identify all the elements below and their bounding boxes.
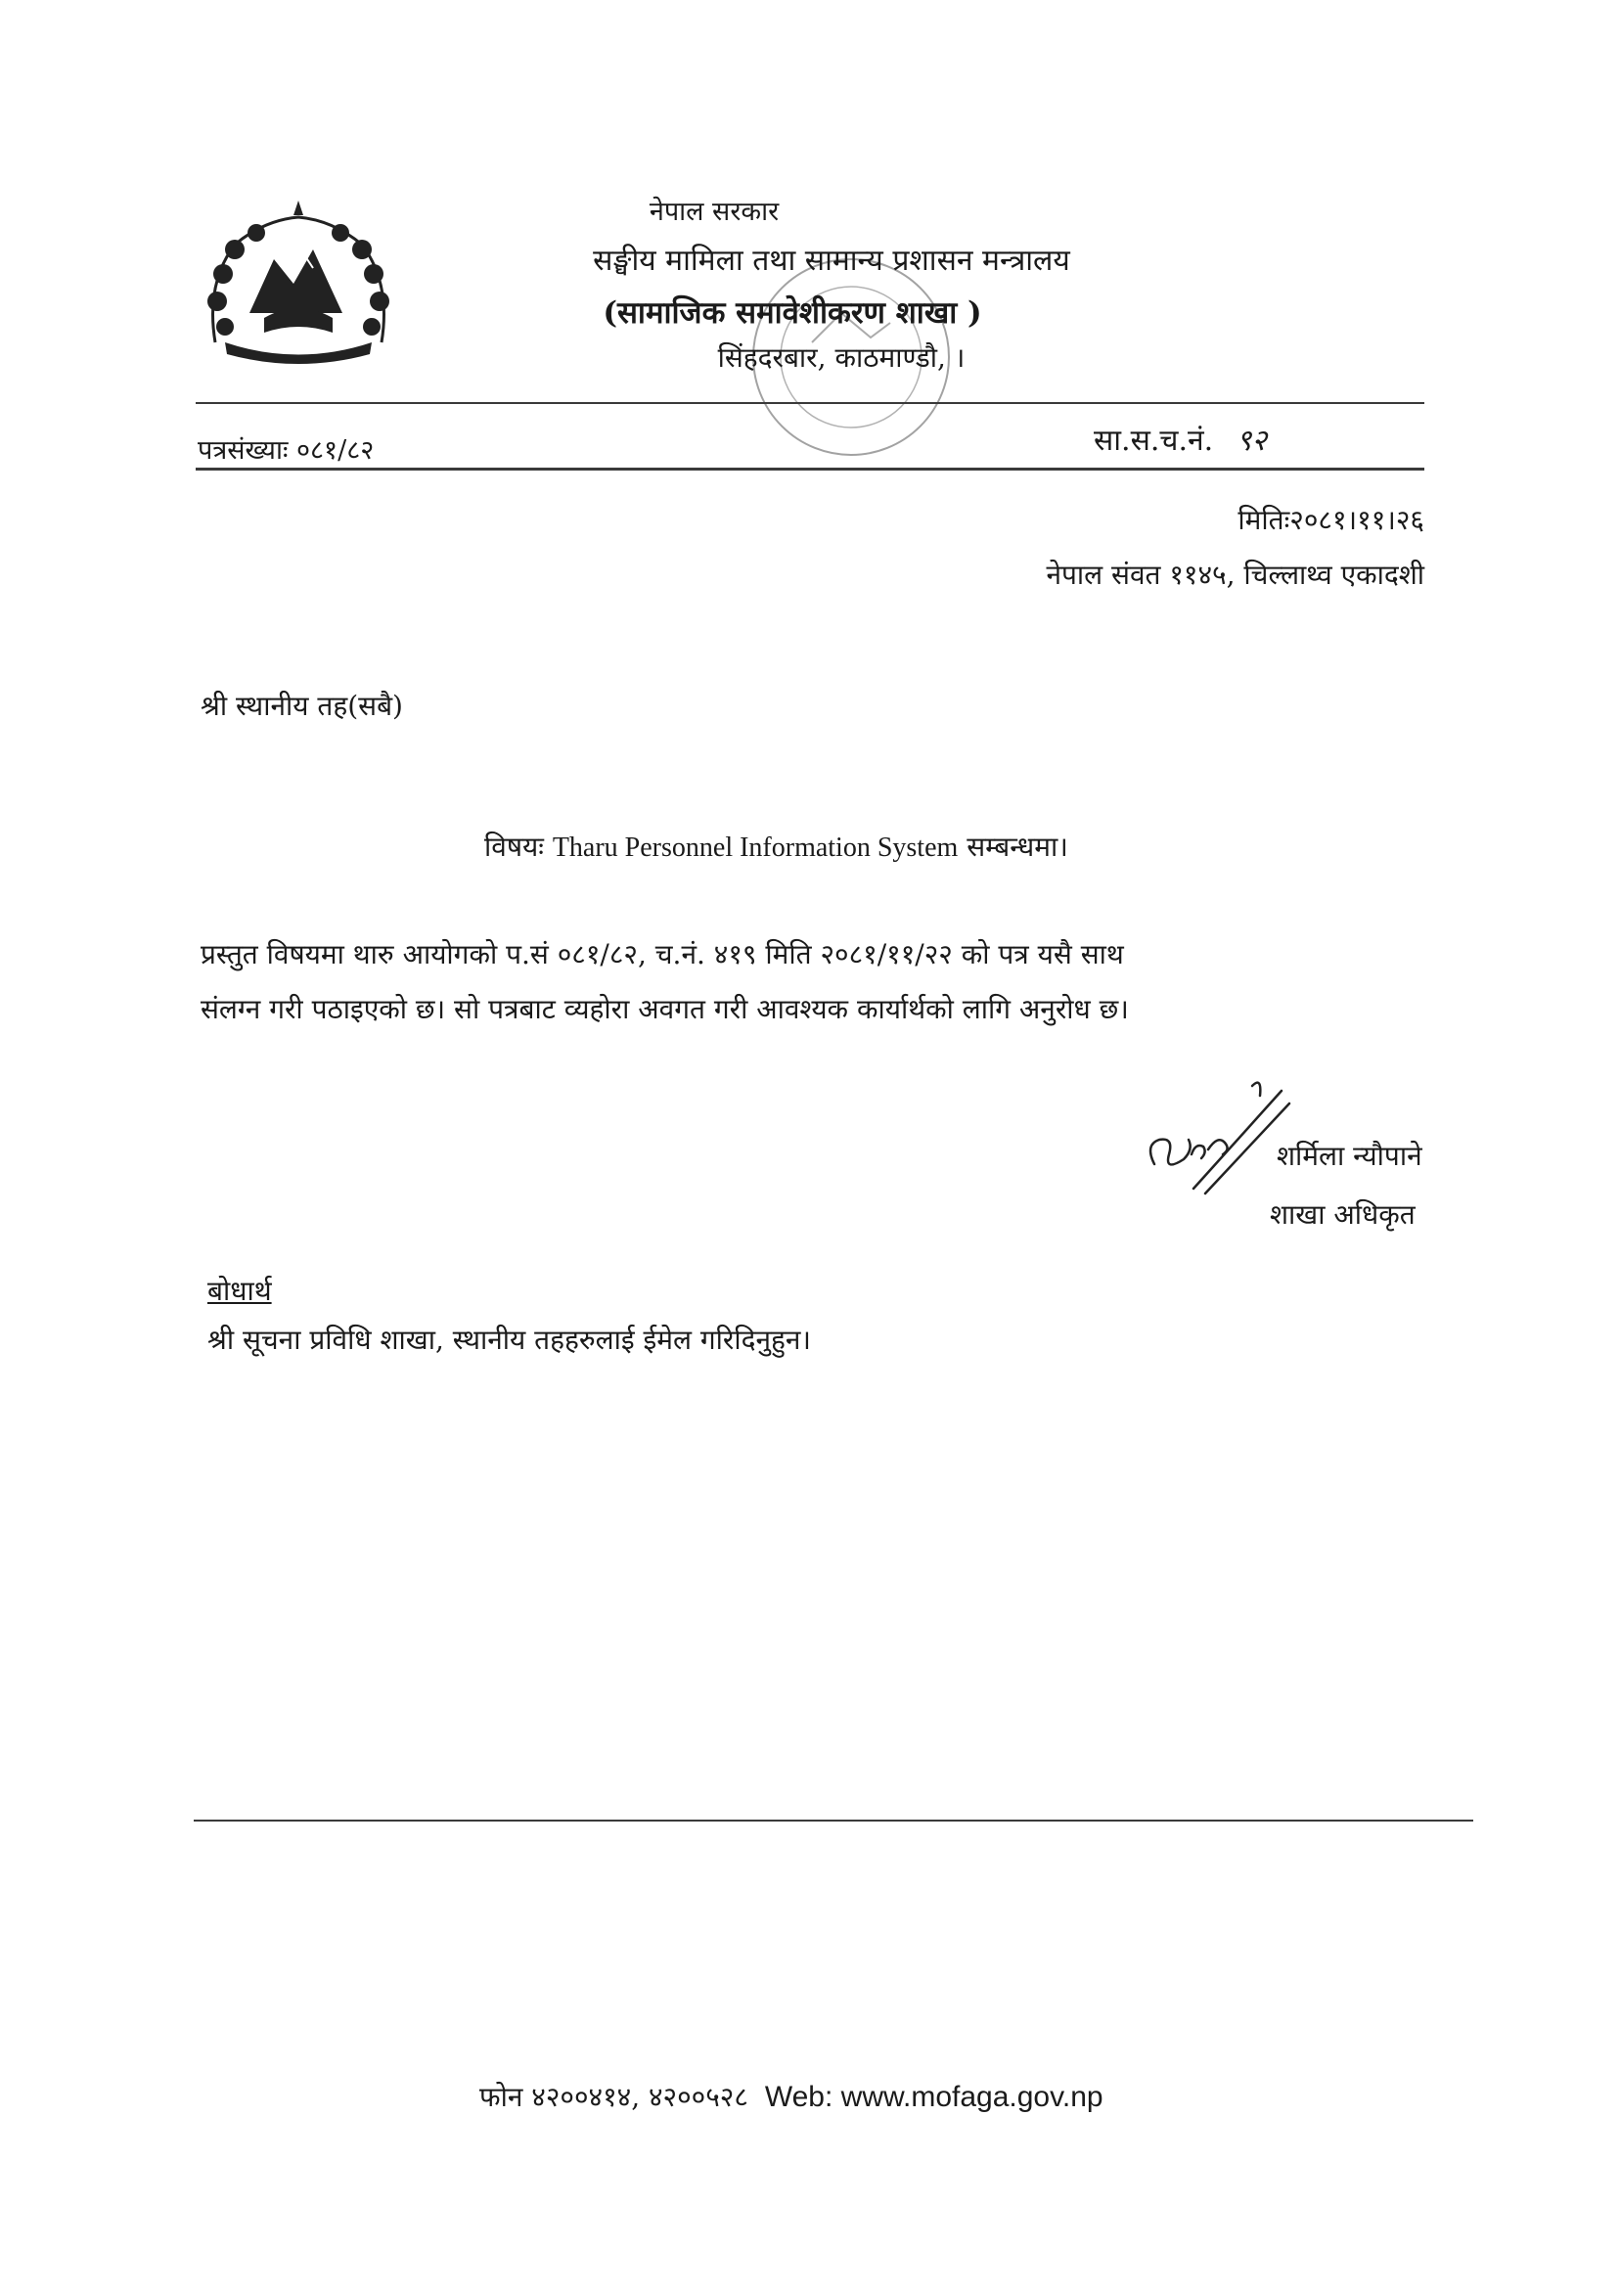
subject-label: विषयः [484,831,544,863]
nepal-emblem-icon [196,196,401,367]
section-name: (सामाजिक समावेशीकरण शाखा ) [603,295,982,331]
signatory-designation: शाखा अधिकृत [1270,1198,1416,1231]
cc-heading: बोधार्थ [207,1275,272,1307]
recipient: श्री स्थानीय तह(सबै) [201,690,403,722]
signatory-name: शर्मिला न्यौपाने [1277,1140,1422,1172]
header-rule-bottom [196,468,1424,471]
ministry-name: सङ्घीय मामिला तथा सामान्य प्रशासन मन्त्रालय [593,244,1070,278]
footer-contact [479,2078,1103,2115]
nepal-samvat-date: नेपाल संवत ११४५, चिल्लाथ्व एकादशी [1046,559,1424,591]
subject-line [484,828,1068,865]
letter-date: मितिः२०८१।११।२६ [1238,504,1424,536]
office-address: सिंहदरबार, काठमाण्डौ, । [717,341,966,374]
body-line-1: प्रस्तुत विषयमा थारु आयोगको प.सं ०८१/८२, च.नं. ४१९ मिति २०८१/११/२२ को पत्र यसै साथ [201,938,1124,970]
letter-number: पत्रसंख्याः ०८१/८२ [198,435,375,466]
footer-phone: फोन ४२००४१४, ४२००५२८ [479,2081,748,2113]
cc-line: श्री सूचना प्रविधि शाखा, स्थानीय तहहरुलाई ईमेल गरिदिनुहुन। [207,1324,812,1356]
footer-website[interactable]: Web: www.mofaga.gov.np [764,2081,1103,2113]
dispatch-number-handwritten: ९२ [1236,424,1267,458]
subject-system-name: Tharu Personnel Information System [552,833,959,863]
header-rule-top [196,402,1424,404]
dispatch-label: सा.स.च.नं. [1094,424,1214,458]
footer-rule [194,1820,1473,1822]
handwritten-signature-icon [1135,1057,1291,1213]
government-name: नेपाल सरकार [649,197,780,227]
body-line-2: संलग्न गरी पठाइएको छ। सो पत्रबाट व्यहोरा अवगत गरी आवश्यक कार्यार्थको लागि अनुरोध छ। [201,993,1129,1025]
subject-suffix: सम्बन्धमा। [967,831,1068,863]
dispatch-number [1094,419,1267,459]
